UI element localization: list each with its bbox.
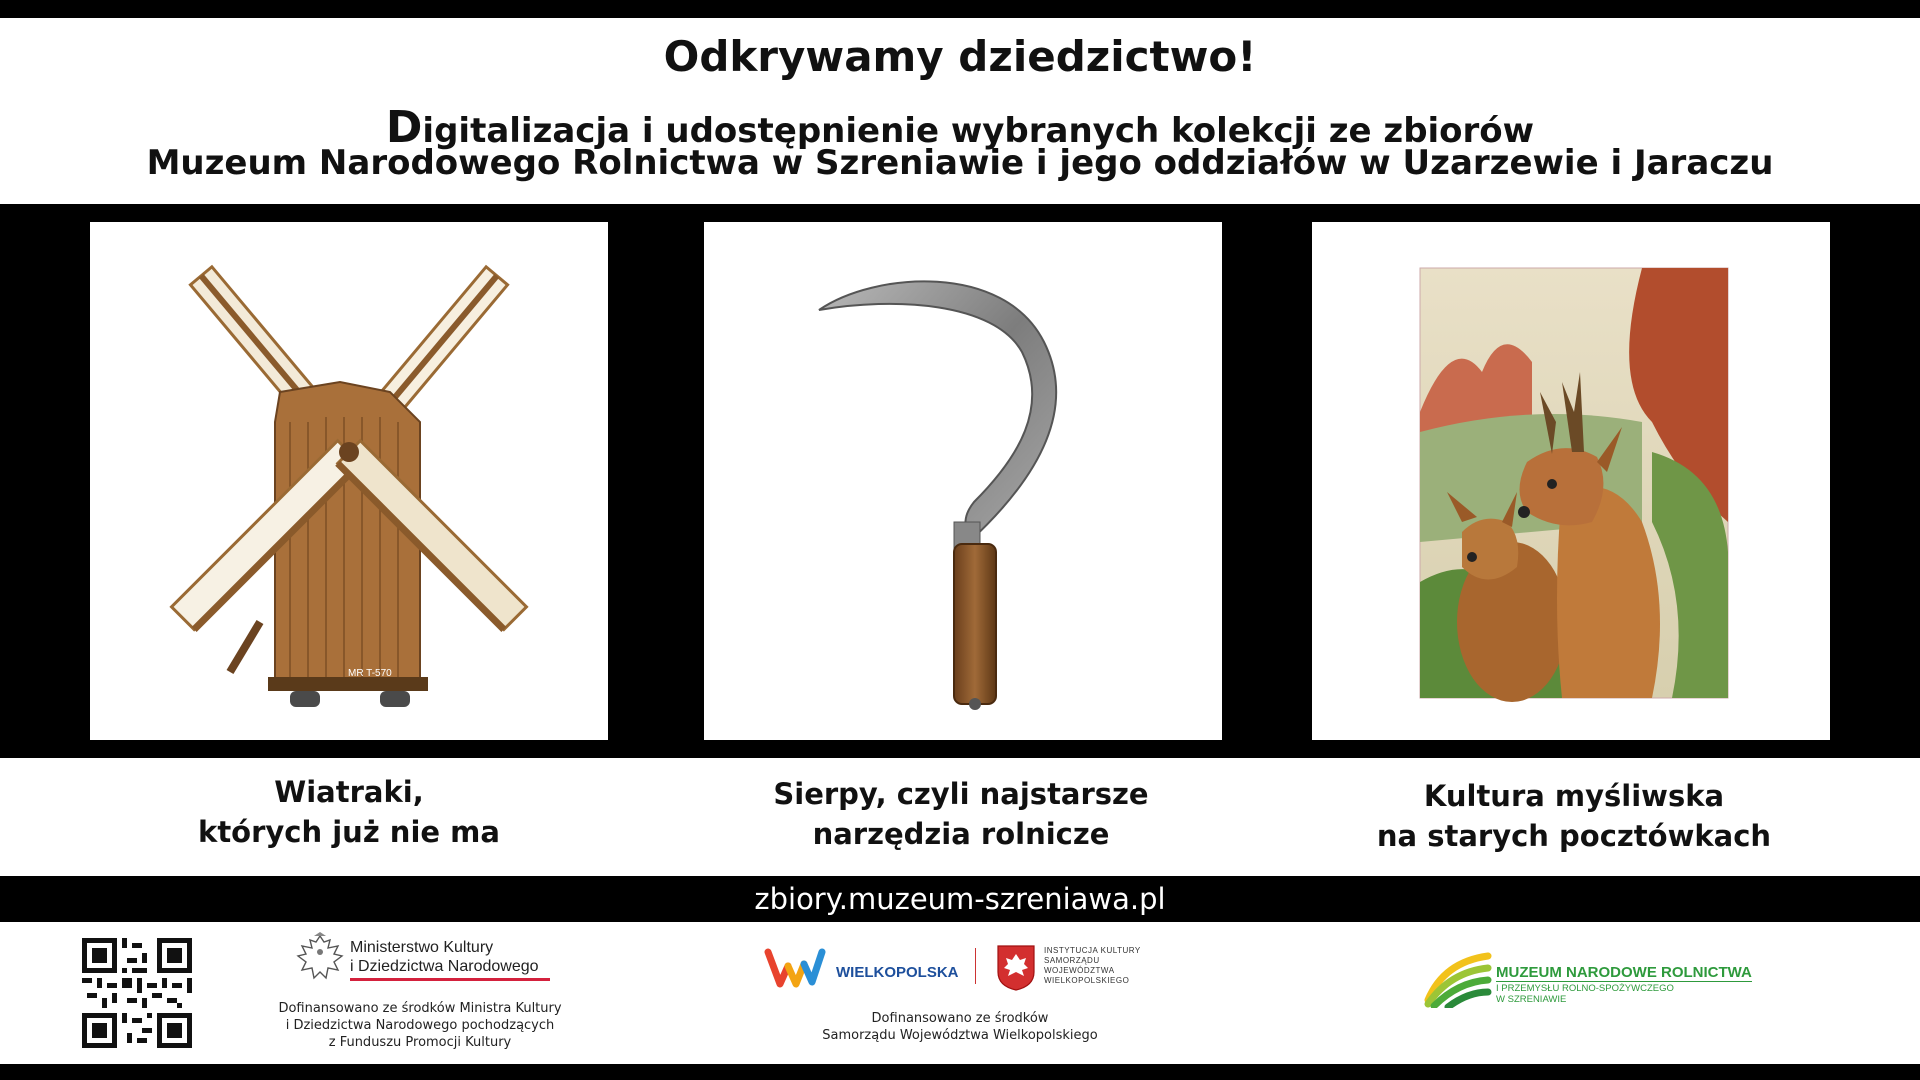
- polish-eagle-icon: [294, 932, 346, 988]
- wielkopolska-note-line-1: Dofinansowano ze środków: [871, 1011, 1049, 1026]
- ministry-name-line-1: Ministerstwo Kultury: [350, 939, 494, 956]
- postcard-caption-line-2: na starych pocztówkach: [1376, 819, 1772, 853]
- logo-divider: [975, 948, 976, 984]
- ministry-note-line-1: Dofinansowano ze środków Ministra Kultury: [278, 1001, 562, 1016]
- postcard-image: [1312, 222, 1830, 740]
- inst-line-4: WIELKOPOLSKIEGO: [1044, 976, 1130, 985]
- windmill-caption-line-2: których już nie ma: [198, 815, 500, 849]
- postcard-card[interactable]: [1312, 222, 1830, 740]
- ministry-red-rule: [350, 978, 550, 981]
- wielkopolska-w-icon: [764, 944, 826, 992]
- museum-name-line-1: MUZEUM NARODOWE ROLNICTWA: [1496, 964, 1752, 981]
- postcard-caption-line-1: Kultura myśliwska: [1423, 779, 1725, 813]
- inst-line-3: WOJEWÓDZTWA: [1044, 966, 1115, 975]
- sickle-image: [704, 222, 1222, 740]
- museum-fields-icon: [1424, 952, 1492, 1008]
- windmill-inventory-label: MR T-570: [348, 668, 392, 679]
- windmill-caption[interactable]: [49, 772, 649, 852]
- collections-url-link[interactable]: zbiory.muzeum-szreniawa.pl: [754, 882, 1166, 916]
- subtitle-initial: D: [385, 102, 423, 153]
- header-banner: [0, 18, 1920, 204]
- inst-line-1: INSTYTUCJA KULTURY: [1044, 946, 1141, 955]
- ministry-name: [350, 938, 539, 976]
- ministry-name-line-2: i Dziedzictwa Narodowego: [350, 958, 539, 975]
- captions-strip: [0, 758, 1920, 876]
- wielkopolska-note-line-2: Samorządu Województwa Wielkopolskiego: [822, 1028, 1098, 1043]
- sickle-card[interactable]: [704, 222, 1222, 740]
- ministry-note-line-3: z Funduszu Promocji Kultury: [328, 1035, 512, 1050]
- wielkopolska-coat-of-arms-icon: [996, 944, 1036, 992]
- wielkopolska-brand: WIELKOPOLSKA: [836, 964, 959, 981]
- wielkopolska-institution: [1044, 946, 1141, 986]
- windmill-card[interactable]: [90, 222, 608, 740]
- postcard-caption[interactable]: [1274, 776, 1874, 856]
- museum-name-line-3: W SZRENIAWIE: [1496, 994, 1567, 1005]
- inst-line-2: SAMORZĄDU: [1044, 956, 1100, 965]
- sickle-caption-line-2: narzędzia rolnicze: [812, 817, 1110, 851]
- windmill-caption-line-1: Wiatraki,: [274, 775, 424, 809]
- qr-code-icon[interactable]: [82, 938, 192, 1048]
- museum-name: [1496, 964, 1752, 1005]
- sponsors-footer: [0, 922, 1920, 1064]
- windmill-image: [90, 222, 608, 740]
- page-title: Odkrywamy dziedzictwo!: [663, 32, 1257, 81]
- sickle-caption[interactable]: [661, 774, 1261, 854]
- wielkopolska-funding-note: [800, 1010, 1120, 1044]
- subtitle-line-2: Muzeum Narodowego Rolnictwa w Szreniawie i jego oddziałów w Uzarzewie i Jaraczu: [146, 143, 1774, 183]
- museum-name-line-2: I PRZEMYSŁU ROLNO-SPOŻYWCZEGO: [1496, 981, 1752, 994]
- subtitle-rest: igitalizacja i udostępnienie wybranych kolekcji ze zbiorów: [422, 111, 1535, 151]
- ministry-note-line-2: i Dziedzictwa Narodowego pochodzących: [285, 1018, 555, 1033]
- ministry-funding-note: [260, 1000, 580, 1051]
- sickle-caption-line-1: Sierpy, czyli najstarsze: [773, 777, 1149, 811]
